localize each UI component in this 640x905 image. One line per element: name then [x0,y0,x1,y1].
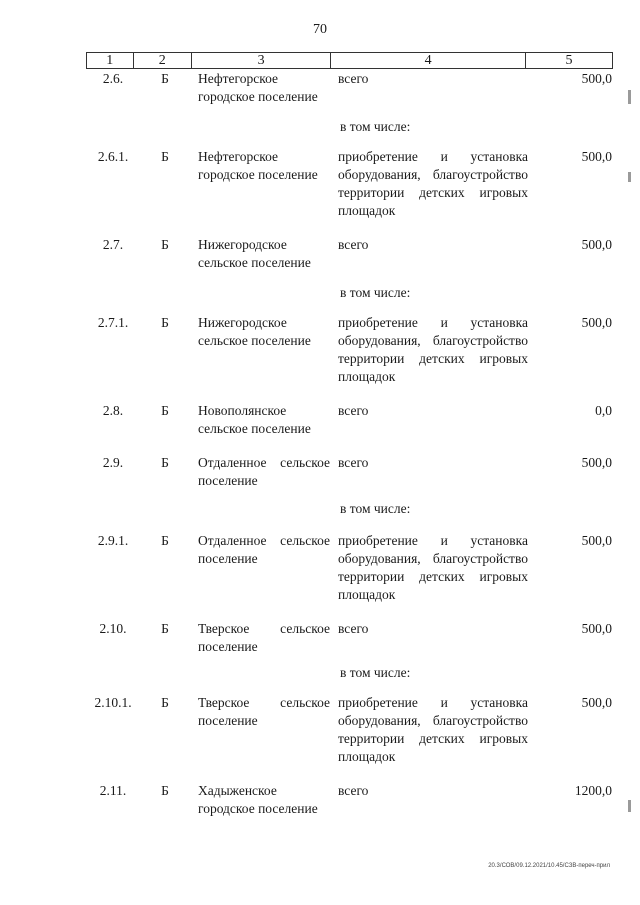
settlement-name: Новополянское сельское поселение [198,403,311,436]
subtotal-label: в том числе: [340,665,411,680]
row-category: Б [161,621,169,636]
column-header-2: 2 [133,53,191,69]
row-number: 2.9. [102,455,124,470]
settlement-name: Тверское сельское поселение [198,621,330,654]
settlement-name: Нижегородское сельское поселение [198,315,311,348]
row-number: 2.8. [102,403,124,418]
row-number: 2.10. [99,621,127,636]
settlement-name: Нефтегорское городское поселение [198,149,318,182]
row-number: 2.7.1. [97,315,129,330]
row-number: 2.6.1. [97,149,129,164]
amount-value: 500,0 [581,149,612,164]
amount-value: 500,0 [581,237,612,252]
expense-description: приобретение и установка оборудования, благоустройство территории детских игровых площадок [338,695,528,764]
scan-edge-mark [628,172,631,182]
row-category: Б [161,71,169,86]
row-category: Б [161,533,169,548]
row-category: Б [161,455,169,470]
amount-value: 0,0 [595,403,612,418]
scan-edge-mark [628,800,631,812]
amount-value: 500,0 [581,315,612,330]
expense-description: всего [338,71,369,86]
column-header-row [86,52,613,69]
row-category: Б [161,783,169,798]
column-header-5: 5 [525,53,612,69]
row-category: Б [161,315,169,330]
row-category: Б [161,149,169,164]
row-number: 2.7. [102,237,124,252]
amount-value: 500,0 [581,533,612,548]
expense-description: приобретение и установка оборудования, благоустройство территории детских игровых площадок [338,149,528,218]
amount-value: 500,0 [581,455,612,470]
row-category: Б [161,237,169,252]
settlement-name: Нефтегорское городское поселение [198,71,318,104]
expense-description: всего [338,403,369,418]
row-category: Б [161,403,169,418]
settlement-name: Хадыженское городское поселение [198,783,318,816]
settlement-name: Тверское сельское поселение [198,695,330,728]
amount-value: 1200,0 [574,783,612,798]
subtotal-label: в том числе: [340,285,411,300]
row-number: 2.11. [99,783,127,798]
amount-value: 500,0 [581,695,612,710]
expense-description: всего [338,455,369,470]
row-number: 2.9.1. [97,533,129,548]
amount-value: 500,0 [581,621,612,636]
column-header-3: 3 [191,53,330,69]
row-category: Б [161,695,169,710]
settlement-name: Отдаленное сельское поселение [198,533,330,566]
expense-description: всего [338,621,369,636]
subtotal-label: в том числе: [340,501,411,516]
column-header-4: 4 [331,53,526,69]
column-header-1: 1 [87,53,134,69]
settlement-name: Нижегородское сельское поселение [198,237,311,270]
subtotal-label: в том числе: [340,119,411,134]
page-number: 70 [313,22,327,37]
amount-value: 500,0 [581,71,612,86]
row-number: 2.10.1. [94,695,132,710]
settlement-name: Отдаленное сельское поселение [198,455,330,488]
expense-description: приобретение и установка оборудования, благоустройство территории детских игровых площадок [338,533,528,602]
scan-edge-mark [628,90,631,104]
expense-description: всего [338,237,369,252]
row-number: 2.6. [102,71,124,86]
expense-description: всего [338,783,369,798]
expense-description: приобретение и установка оборудования, благоустройство территории детских игровых площадок [338,315,528,384]
footer-reference: 20.3/СОВ/09.12.2021/10.45/СЗВ-переч-прил [488,863,610,869]
